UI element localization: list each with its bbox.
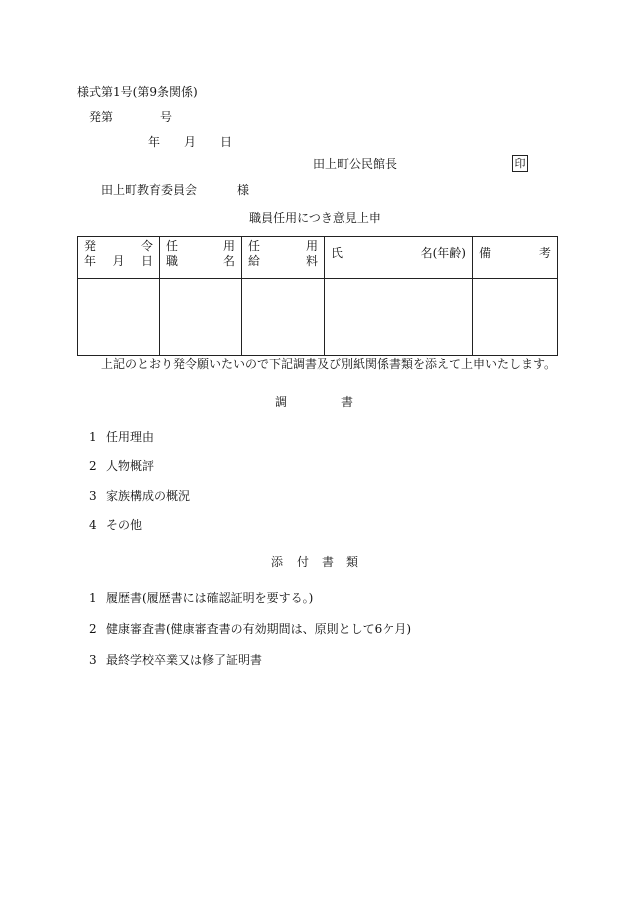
personnel-table — [77, 236, 558, 356]
report-item-number: 2 — [89, 459, 97, 473]
report-item-number: 3 — [89, 489, 97, 503]
header-position-top-1: 任 — [166, 239, 179, 253]
cell-name-age — [325, 279, 473, 356]
header-position — [160, 237, 242, 279]
request-text: 上記のとおり発令願いたいので下記調書及び別紙関係書類を添えて上申いたします。 — [101, 357, 557, 371]
report-heading-1: 調 — [275, 395, 288, 409]
recipient-honorific: 様 — [237, 183, 250, 197]
header-salary-top-1: 任 — [248, 239, 261, 253]
header-year-label: 年 — [84, 254, 97, 268]
header-position-bottom-1: 職 — [166, 254, 179, 268]
attachment-item-number: 2 — [89, 622, 97, 636]
date-day: 日 — [220, 135, 233, 149]
header-name-age — [325, 237, 473, 279]
form-label: 様式第1号(第9条関係) — [77, 85, 198, 99]
recipient-name: 田上町教育委員会 — [101, 183, 198, 197]
attachment-item-number: 1 — [89, 591, 97, 605]
date-year: 年 — [148, 135, 161, 149]
attachments-heading-4: 類 — [346, 555, 359, 569]
issue-number-suffix: 号 — [160, 110, 173, 124]
document-title: 職員任用につき意見上申 — [249, 211, 381, 225]
header-salary-top-2: 用 — [305, 239, 318, 253]
attachment-item-number: 3 — [89, 653, 97, 667]
attachments-heading-3: 書 — [322, 555, 335, 569]
sender-name: 田上町公民館長 — [313, 157, 398, 171]
cell-position — [160, 279, 242, 356]
table-header-row — [78, 237, 558, 279]
table-entry-row — [78, 279, 558, 356]
report-item-number: 4 — [89, 518, 97, 532]
header-name-label-1: 氏 — [331, 246, 344, 260]
report-heading-2: 書 — [341, 395, 354, 409]
report-item-text: 任用理由 — [106, 430, 155, 444]
attachments-heading-2: 付 — [297, 555, 310, 569]
header-position-top-2: 用 — [222, 239, 235, 253]
issue-number-prefix: 発第 — [89, 110, 114, 124]
header-remarks-label-1: 備 — [479, 246, 492, 260]
attachment-item-text: 最終学校卒業又は修了証明書 — [106, 653, 263, 667]
header-position-bottom-2: 名 — [222, 254, 235, 268]
header-issue-date-label-1: 発 — [84, 239, 97, 253]
header-remarks — [473, 237, 558, 279]
header-day-label: 日 — [140, 254, 153, 268]
attachment-item-text: 健康審査書(健康審査書の有効期間は、原則として6ケ月) — [106, 622, 412, 636]
report-item-text: 人物概評 — [106, 459, 155, 473]
report-item-text: その他 — [106, 518, 143, 532]
cell-issue-date — [78, 279, 160, 356]
header-salary-bottom-1: 給 — [248, 254, 261, 268]
cell-salary — [242, 279, 325, 356]
seal-mark: 印 — [512, 155, 528, 172]
report-item-text: 家族構成の概況 — [106, 489, 191, 503]
attachments-heading-1: 添 — [271, 555, 284, 569]
header-month-label: 月 — [112, 254, 125, 268]
header-name-label-2: 名(年齢) — [420, 246, 466, 260]
report-item-number: 1 — [89, 430, 97, 444]
attachment-item-text: 履歴書(履歴書には確認証明を要する。) — [106, 591, 314, 605]
header-salary-bottom-2: 料 — [305, 254, 318, 268]
date-month: 月 — [184, 135, 197, 149]
header-issue-date — [78, 237, 160, 279]
cell-remarks — [473, 279, 558, 356]
header-remarks-label-2: 考 — [538, 246, 551, 260]
header-issue-date-label-2: 令 — [140, 239, 153, 253]
header-salary — [242, 237, 325, 279]
